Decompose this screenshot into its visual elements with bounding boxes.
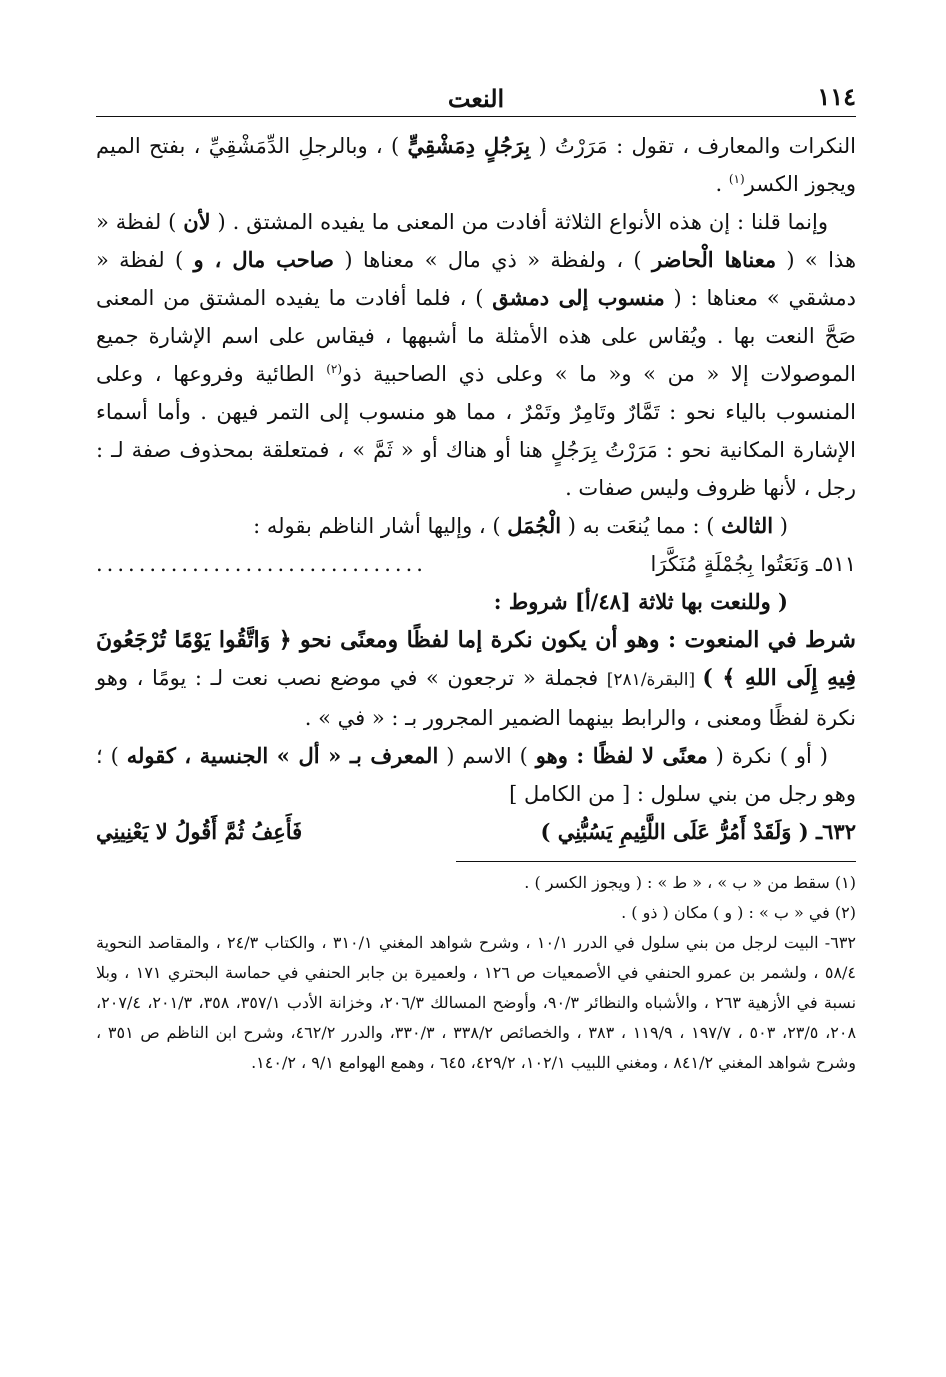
text-run: وإنما قلنا : إن هذه الأنواع الثلاثة أفادت من المعنى ما يفيده المشتق . (	[210, 210, 828, 234]
footnote-632: ٦٣٢- البيت لرجل من بني سلول في الدرر ١٠/١ ، وشرح شواهد المغني ٣١٠/١ ، والكتاب ٢٤/٣ ، والمقاصد النحوية ٥٨/٤ ، ولشمر بن عمرو الحنفي في الأصمعيات ص ١٢٦ ، ولعميرة بن جابر الحنفي في حماسة البحتري ١٧١ ، وبلا نسبة في الأزهية ٢٦٣ ، والأشباه والنظائر ٩٠/٣، وأوضح المسالك ٢٠٦/٣، وخزانة الأدب ٣٥٧/١، ٣٥٨، ٢٠١/٣، ٢٠٧/٤، ٢٠٨، ٢٣/٥، ٥٠٣ ، ١٩٧/٧ ، ١١٩/٩ ، ٣٨٣ ، والخصائص ٣٣٨/٢ ، ٣٣٠/٣، والدرر ٤٦٢/٢، وشرح ابن الناظم ص ٣٥١ ، وشرح شواهد المغني ٨٤١/٢ ، ومغني اللبيب ١٠٢/١، ٤٢٩/٢، ٦٤٥ ، وهمع الهوامع ٩/١ ، ١٤٠/٢.	[96, 933, 857, 1072]
footnote-separator	[456, 861, 856, 862]
paragraph-6	[96, 737, 856, 813]
footnote-1: (١) سقط من « ب » ، « ط » : ( ويجوز الكسر ) .	[524, 873, 856, 892]
verse-hemistich-2: فَأَعِفُ ثُمَّ أَقُولُ لا يَعْنِينِي	[96, 819, 303, 844]
text-run: ) الاسم (	[438, 744, 536, 768]
verse-511	[96, 545, 856, 583]
text-run: الطائية وفروعها ، وعلى المنسوب بالياء نحو : تَمَّارٌ وتَامِرٌ وتَمْرٌ ، مما هو منسوب إلى التمر فيهن . وأما أسماء الإشارة المكانية نحو : مَرَرْتُ بِرَجُلٍ هنا أو هناك أو « ثَمَّ » ، فمتعلقة بمحذوف صفة لـ : رجل ، لأنها ظروف وليس صفات .	[96, 362, 856, 500]
text-run: .	[715, 172, 729, 196]
page-number: ١١٤	[817, 82, 856, 111]
bold-term: منسوب إلى دمشق	[492, 285, 665, 310]
footnote-ref: (١)	[728, 172, 745, 186]
text-run: النكرات والمعارف ، تقول : مَرَرْتُ (	[530, 134, 856, 158]
text-run: (	[773, 514, 788, 538]
text-run: ) ، وبالرجلِ الدِّمَشْقِيِّ ، بفتح الميم ويجوز الكسر	[96, 134, 856, 196]
book-page	[96, 82, 856, 1078]
footnote-2: (٢) في « ب » : ( و ) مكان ( ذو ) .	[621, 903, 856, 922]
text-run: ) ، ولفظة « ذي مال » معناها (	[334, 248, 652, 272]
footnote-ref: (٢)	[326, 362, 343, 376]
verse-632	[96, 813, 856, 851]
bold-term: الْجُمَل	[507, 513, 562, 538]
page-header	[96, 82, 856, 117]
text-run: ) ، وإليها أشار الناظم بقوله :	[253, 514, 508, 538]
bold-term: الثالث	[721, 513, 774, 538]
bold-term: صاحب مال ، و	[193, 247, 335, 272]
verse-text: ٥١١ـ وَنَعَتُوا بِجُمْلَةٍ مُنَكَّرَا	[650, 552, 856, 576]
bold-term: بِرَجُلٍ دِمَشْقِيٍّ	[407, 133, 531, 158]
paragraph-3	[96, 507, 856, 545]
text-run: ( أو ) نكرة (	[707, 744, 828, 768]
bold-term: لأن	[183, 209, 211, 234]
paragraph-5	[96, 621, 856, 737]
bold-term: معناها الْحاضر	[651, 247, 777, 272]
quran-reference: [البقرة/٢٨١]	[606, 670, 703, 690]
text-run: ) : مما يُنعَت به (	[561, 514, 722, 538]
paragraph-1	[96, 127, 856, 203]
verse-dots: ...............................	[96, 552, 427, 576]
text-run: فجملة « ترجعون » في موضع نصب نعت لـ : يومًا ، وهو نكرة لفظًا ومعنى ، والرابط بينهما الضمير المجرور بـ : « في » .	[96, 666, 856, 730]
text-run: ) ، فلما أفادت ما يفيده المشتق من المعنى صَحَّ النعت بها . ويُقاس على هذه الأمثلة ما أشبهها ، فيقاس على اسم الإشارة جميع الموصولات إلا « من » و« ما » وعلى ذي الصاحبية ذو	[96, 286, 857, 386]
text-run: شرط في المنعوت : وهو أن يكون نكرة إما لفظًا ومعنًى نحو ﴿ وَاتَّقُوا يَوْمًا تُرْجَعُونَ فِيهِ إِلَى اللهِ ﴾ )	[96, 627, 856, 691]
bold-term: المعرف بـ « أل » الجنسية ، كقوله	[126, 743, 439, 768]
text-run: ) ؛ وهو رجل من بني سلول : [ من الكامل ]	[96, 744, 856, 806]
page-title: النعت	[447, 84, 505, 113]
text-run: ) لفظة « هذا » (	[96, 210, 857, 272]
paragraph-2	[96, 203, 856, 507]
footnotes	[96, 868, 856, 1078]
bold-term: معنًى لا لفظًا : وهو	[535, 743, 708, 768]
main-text	[96, 127, 856, 851]
paragraph-4: ( وللنعت بها ثلاثة [٤٨/أ] شروط :	[493, 589, 788, 614]
text-run: ) لفظة « دمشقي » معناها : (	[96, 248, 856, 310]
verse-hemistich-1: ٦٣٢ـ ( وَلَقَدْ أَمُرُّ عَلَى اللَّئِيمِ يَسُبُّنِي )	[540, 819, 856, 844]
